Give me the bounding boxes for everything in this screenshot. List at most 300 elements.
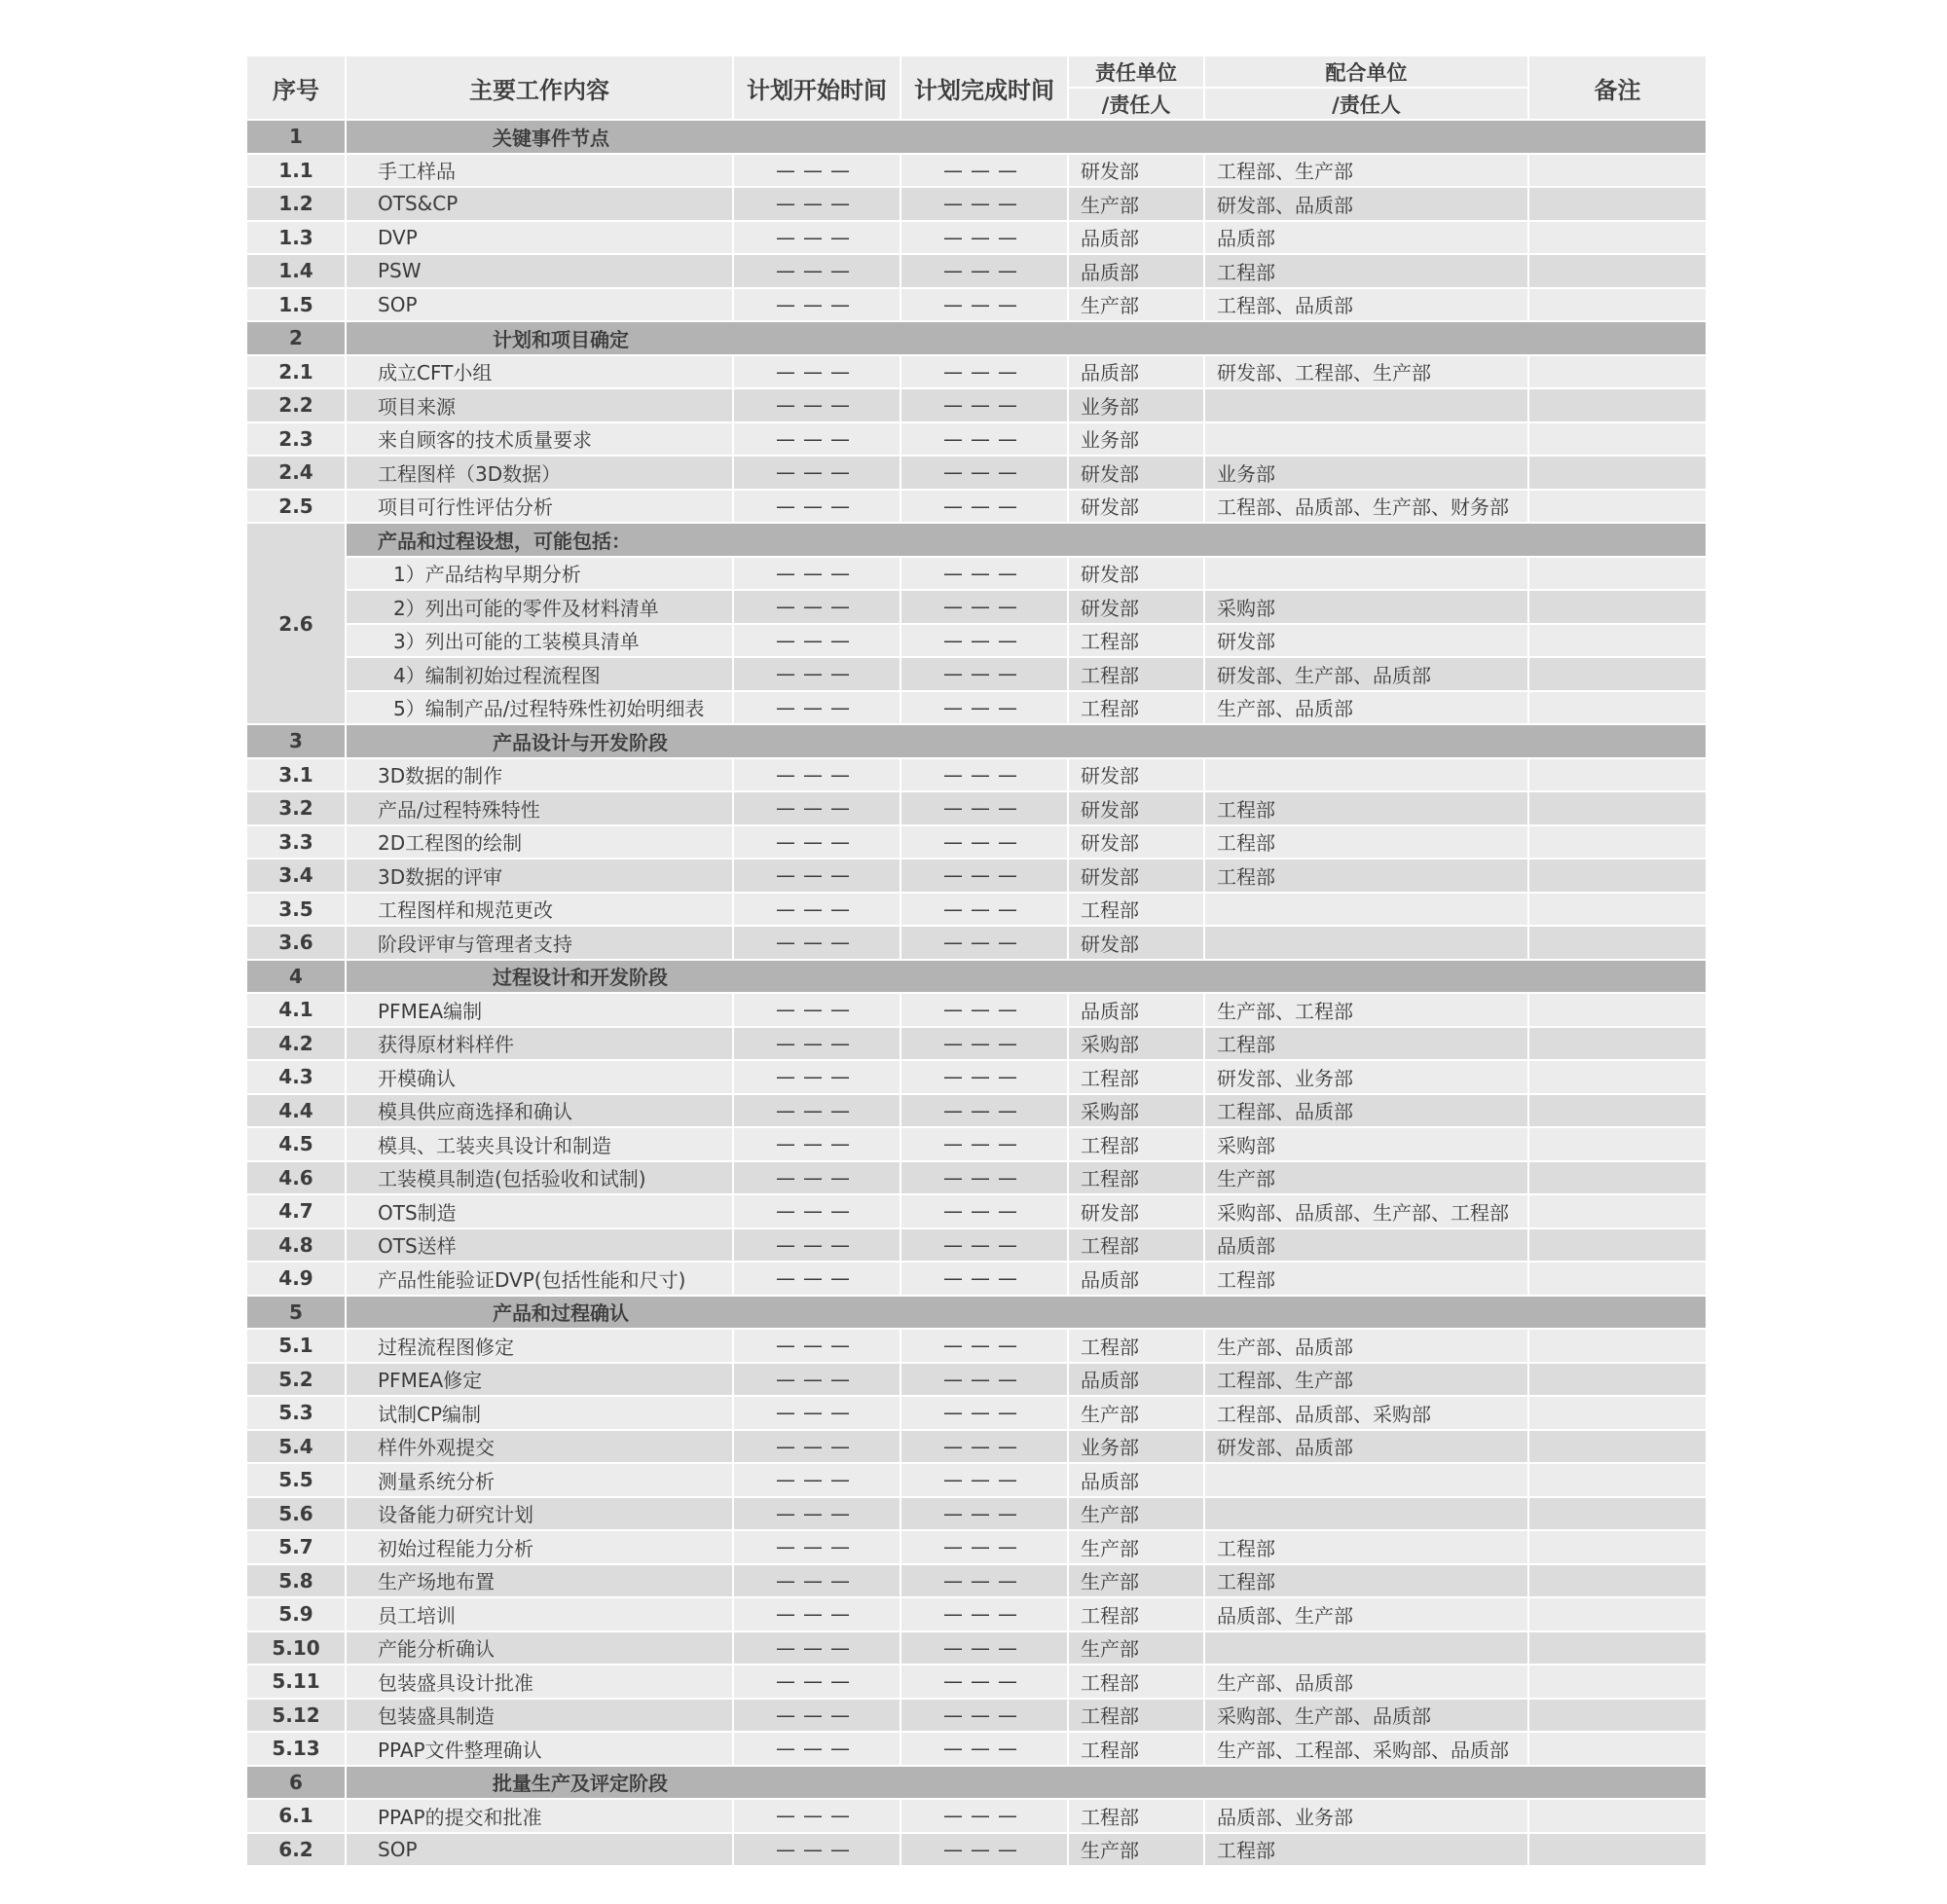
section-title: 关键事件节点 — [346, 120, 1707, 154]
cooperating-unit: 工程部、品质部 — [1204, 288, 1528, 322]
row-number: 2.2 — [246, 388, 346, 422]
plan-start-cell: ——— — [733, 221, 900, 255]
row-number: 1.5 — [246, 288, 346, 322]
remark-cell — [1528, 557, 1707, 591]
table-row — [246, 1228, 1707, 1263]
plan-start-cell: ——— — [733, 1161, 900, 1195]
section-number: 1 — [246, 120, 346, 154]
row-content: 样件外观提交 — [346, 1430, 733, 1464]
responsible-unit: 品质部 — [1068, 355, 1204, 389]
table-row — [246, 355, 1707, 389]
remark-cell — [1528, 1060, 1707, 1094]
remark-cell — [1528, 1094, 1707, 1128]
section-row — [246, 1766, 1707, 1800]
row-number: 3.3 — [246, 825, 346, 860]
table-row — [246, 456, 1707, 490]
cooperating-unit: 采购部 — [1204, 590, 1528, 624]
remark-cell — [1528, 1631, 1707, 1666]
cooperating-unit: 工程部、品质部、采购部 — [1204, 1396, 1528, 1430]
plan-start-cell: ——— — [733, 1597, 900, 1631]
cooperating-unit: 品质部、生产部 — [1204, 1597, 1528, 1631]
row-content: OTS&CP — [346, 187, 733, 221]
table-row — [246, 1631, 1707, 1666]
remark-cell — [1528, 791, 1707, 825]
table-row — [246, 1799, 1707, 1833]
table-row — [246, 1094, 1707, 1128]
row-content: 工装模具制造(包括验收和试制) — [346, 1161, 733, 1195]
row-content: PPAP文件整理确认 — [346, 1732, 733, 1766]
plan-start-cell: ——— — [733, 1665, 900, 1699]
row-content: 3D数据的制作 — [346, 758, 733, 792]
cooperating-unit: 工程部、品质部 — [1204, 1094, 1528, 1128]
remark-cell — [1528, 154, 1707, 188]
plan-start-cell: ——— — [733, 456, 900, 490]
responsible-unit: 研发部 — [1068, 490, 1204, 524]
section-number: 5 — [246, 1296, 346, 1330]
cooperating-unit: 生产部 — [1204, 1161, 1528, 1195]
row-number: 2.4 — [246, 456, 346, 490]
cooperating-unit: 生产部、工程部、采购部、品质部 — [1204, 1732, 1528, 1766]
plan-start-cell: ——— — [733, 490, 900, 524]
section-number: 3 — [246, 724, 346, 758]
header-seq: 序号 — [246, 55, 346, 120]
cooperating-unit: 生产部、品质部 — [1204, 691, 1528, 725]
table-row — [246, 1732, 1707, 1766]
remark-cell — [1528, 926, 1707, 960]
row-content: 测量系统分析 — [346, 1463, 733, 1497]
row-content: 过程流程图修定 — [346, 1329, 733, 1363]
plan-start-cell: ——— — [733, 1127, 900, 1161]
group-title: 产品和过程设想，可能包括： — [346, 523, 1707, 557]
table-row — [246, 1665, 1707, 1699]
responsible-unit: 研发部 — [1068, 859, 1204, 893]
responsible-unit: 生产部 — [1068, 1631, 1204, 1666]
row-content: 模具、工装夹具设计和制造 — [346, 1127, 733, 1161]
row-number: 3.6 — [246, 926, 346, 960]
row-content: 项目来源 — [346, 388, 733, 422]
plan-end-cell: ——— — [900, 1665, 1068, 1699]
row-content: 1）产品结构早期分析 — [346, 557, 733, 591]
plan-end-cell: ——— — [900, 1127, 1068, 1161]
plan-start-cell: ——— — [733, 1194, 900, 1228]
row-content: 阶段评审与管理者支持 — [346, 926, 733, 960]
table-row — [246, 624, 1707, 658]
responsible-unit: 工程部 — [1068, 1329, 1204, 1363]
plan-start-cell: ——— — [733, 1329, 900, 1363]
responsible-unit: 生产部 — [1068, 1530, 1204, 1564]
row-number: 4.8 — [246, 1228, 346, 1263]
section-number: 2 — [246, 321, 346, 355]
row-number: 4.4 — [246, 1094, 346, 1128]
responsible-unit: 工程部 — [1068, 1732, 1204, 1766]
plan-start-cell: ——— — [733, 1228, 900, 1263]
plan-start-cell: ——— — [733, 1799, 900, 1833]
plan-start-cell: ——— — [733, 1564, 900, 1598]
plan-end-cell: ——— — [900, 1833, 1068, 1867]
plan-start-cell: ——— — [733, 288, 900, 322]
plan-start-cell: ——— — [733, 893, 900, 927]
plan-start-cell: ——— — [733, 254, 900, 288]
cooperating-unit: 业务部 — [1204, 456, 1528, 490]
responsible-unit: 生产部 — [1068, 187, 1204, 221]
plan-start-cell: ——— — [733, 657, 900, 691]
cooperating-unit — [1204, 893, 1528, 927]
plan-start-cell: ——— — [733, 154, 900, 188]
cooperating-unit: 采购部、品质部、生产部、工程部 — [1204, 1194, 1528, 1228]
table-row — [246, 288, 1707, 322]
cooperating-unit: 工程部 — [1204, 1530, 1528, 1564]
remark-cell — [1528, 1228, 1707, 1263]
row-content: 获得原材料样件 — [346, 1027, 733, 1061]
row-number: 4.1 — [246, 993, 346, 1027]
row-content: PPAP的提交和批准 — [346, 1799, 733, 1833]
row-number: 3.4 — [246, 859, 346, 893]
plan-end-cell: ——— — [900, 1699, 1068, 1733]
row-content: 3）列出可能的工装模具清单 — [346, 624, 733, 658]
group-header-row — [246, 523, 1707, 557]
plan-start-cell: ——— — [733, 388, 900, 422]
section-number: 6 — [246, 1766, 346, 1800]
row-number: 1.4 — [246, 254, 346, 288]
plan-end-cell: ——— — [900, 1732, 1068, 1766]
cooperating-unit: 研发部、生产部、品质部 — [1204, 657, 1528, 691]
plan-start-cell: ——— — [733, 1631, 900, 1666]
section-row — [246, 724, 1707, 758]
row-number: 5.12 — [246, 1699, 346, 1733]
plan-start-cell: ——— — [733, 1262, 900, 1296]
cooperating-unit: 生产部、品质部 — [1204, 1665, 1528, 1699]
cooperating-unit — [1204, 388, 1528, 422]
table-row — [246, 1430, 1707, 1464]
responsible-unit: 生产部 — [1068, 1564, 1204, 1598]
table-row — [246, 1194, 1707, 1228]
plan-end-cell: ——— — [900, 1161, 1068, 1195]
remark-cell — [1528, 1799, 1707, 1833]
row-content: 试制CP编制 — [346, 1396, 733, 1430]
responsible-unit: 工程部 — [1068, 657, 1204, 691]
remark-cell — [1528, 221, 1707, 255]
row-number: 5.4 — [246, 1430, 346, 1464]
responsible-unit: 研发部 — [1068, 825, 1204, 860]
row-content: 3D数据的评审 — [346, 859, 733, 893]
cooperating-unit: 工程部 — [1204, 1833, 1528, 1867]
row-content: 工程图样和规范更改 — [346, 893, 733, 927]
section-title: 计划和项目确定 — [346, 321, 1707, 355]
plan-start-cell: ——— — [733, 1699, 900, 1733]
plan-start-cell: ——— — [733, 1463, 900, 1497]
row-number: 5.2 — [246, 1363, 346, 1397]
row-content: PSW — [346, 254, 733, 288]
responsible-unit: 工程部 — [1068, 1161, 1204, 1195]
plan-start-cell: ——— — [733, 993, 900, 1027]
plan-end-cell: ——— — [900, 859, 1068, 893]
plan-end-cell: ——— — [900, 1597, 1068, 1631]
row-number: 5.13 — [246, 1732, 346, 1766]
row-number: 5.11 — [246, 1665, 346, 1699]
remark-cell — [1528, 758, 1707, 792]
row-number: 5.8 — [246, 1564, 346, 1598]
plan-end-cell: ——— — [900, 1228, 1068, 1263]
remark-cell — [1528, 1396, 1707, 1430]
table-row — [246, 187, 1707, 221]
table-row — [246, 893, 1707, 927]
table-row — [246, 1127, 1707, 1161]
header-plan-end: 计划完成时间 — [900, 55, 1068, 120]
remark-cell — [1528, 1363, 1707, 1397]
plan-end-cell: ——— — [900, 624, 1068, 658]
responsible-unit: 采购部 — [1068, 1094, 1204, 1128]
plan-end-cell: ——— — [900, 1194, 1068, 1228]
row-number: 4.5 — [246, 1127, 346, 1161]
table-body — [246, 120, 1707, 1866]
table-row — [246, 557, 1707, 591]
row-content: 4）编制初始过程流程图 — [346, 657, 733, 691]
row-number: 3.1 — [246, 758, 346, 792]
plan-start-cell: ——— — [733, 791, 900, 825]
table-row — [246, 1699, 1707, 1733]
table-row — [246, 1497, 1707, 1531]
plan-end-cell: ——— — [900, 825, 1068, 860]
responsible-unit: 品质部 — [1068, 221, 1204, 255]
table-row — [246, 1329, 1707, 1363]
row-content: 工程图样（3D数据） — [346, 456, 733, 490]
row-number: 5.1 — [246, 1329, 346, 1363]
remark-cell — [1528, 422, 1707, 457]
section-row — [246, 321, 1707, 355]
remark-cell — [1528, 1699, 1707, 1733]
row-content: 生产场地布置 — [346, 1564, 733, 1598]
plan-start-cell: ——— — [733, 825, 900, 860]
cooperating-unit: 工程部 — [1204, 791, 1528, 825]
table-row — [246, 221, 1707, 255]
row-number: 1.1 — [246, 154, 346, 188]
table-row — [246, 926, 1707, 960]
plan-end-cell: ——— — [900, 926, 1068, 960]
row-number: 4.7 — [246, 1194, 346, 1228]
plan-start-cell: ——— — [733, 590, 900, 624]
section-number: 4 — [246, 960, 346, 994]
plan-start-cell: ——— — [733, 1363, 900, 1397]
plan-start-cell: ——— — [733, 1027, 900, 1061]
cooperating-unit: 工程部、品质部、生产部、财务部 — [1204, 490, 1528, 524]
row-content: 2）列出可能的零件及材料清单 — [346, 590, 733, 624]
row-number: 1.2 — [246, 187, 346, 221]
row-number: 4.6 — [246, 1161, 346, 1195]
plan-end-cell: ——— — [900, 388, 1068, 422]
cooperating-unit: 工程部 — [1204, 1564, 1528, 1598]
row-number: 4.9 — [246, 1262, 346, 1296]
remark-cell — [1528, 388, 1707, 422]
plan-end-cell: ——— — [900, 355, 1068, 389]
row-content: 包装盛具设计批准 — [346, 1665, 733, 1699]
row-content: 2D工程图的绘制 — [346, 825, 733, 860]
plan-end-cell: ——— — [900, 1329, 1068, 1363]
section-title: 批量生产及评定阶段 — [346, 1766, 1707, 1800]
responsible-unit: 工程部 — [1068, 1597, 1204, 1631]
row-content: 产品性能验证DVP(包括性能和尺寸) — [346, 1262, 733, 1296]
responsible-unit: 研发部 — [1068, 590, 1204, 624]
remark-cell — [1528, 1497, 1707, 1531]
plan-end-cell: ——— — [900, 1463, 1068, 1497]
plan-start-cell: ——— — [733, 691, 900, 725]
cooperating-unit — [1204, 1631, 1528, 1666]
row-content: 来自顾客的技术质量要求 — [346, 422, 733, 457]
plan-start-cell: ——— — [733, 758, 900, 792]
table-row — [246, 254, 1707, 288]
cooperating-unit: 工程部 — [1204, 1262, 1528, 1296]
row-number: 5.6 — [246, 1497, 346, 1531]
plan-end-cell: ——— — [900, 758, 1068, 792]
row-number: 2.5 — [246, 490, 346, 524]
remark-cell — [1528, 1161, 1707, 1195]
cooperating-unit: 研发部、品质部 — [1204, 1430, 1528, 1464]
remark-cell — [1528, 1564, 1707, 1598]
cooperating-unit: 品质部 — [1204, 1228, 1528, 1263]
remark-cell — [1528, 1430, 1707, 1464]
responsible-unit: 生产部 — [1068, 1396, 1204, 1430]
plan-end-cell: ——— — [900, 1564, 1068, 1598]
section-title: 产品设计与开发阶段 — [346, 724, 1707, 758]
row-content: 项目可行性评估分析 — [346, 490, 733, 524]
plan-start-cell: ——— — [733, 624, 900, 658]
cooperating-unit: 采购部、生产部、品质部 — [1204, 1699, 1528, 1733]
remark-cell — [1528, 1463, 1707, 1497]
row-content: 手工样品 — [346, 154, 733, 188]
responsible-unit: 业务部 — [1068, 388, 1204, 422]
row-content: 模具供应商选择和确认 — [346, 1094, 733, 1128]
plan-end-cell: ——— — [900, 691, 1068, 725]
remark-cell — [1528, 590, 1707, 624]
row-number: 6.2 — [246, 1833, 346, 1867]
cooperating-unit: 品质部、业务部 — [1204, 1799, 1528, 1833]
remark-cell — [1528, 187, 1707, 221]
plan-start-cell: ——— — [733, 1732, 900, 1766]
remark-cell — [1528, 1833, 1707, 1867]
table-row — [246, 1363, 1707, 1397]
plan-start-cell: ——— — [733, 355, 900, 389]
table-row — [246, 1833, 1707, 1867]
plan-end-cell: ——— — [900, 1631, 1068, 1666]
responsible-unit: 研发部 — [1068, 758, 1204, 792]
plan-end-cell: ——— — [900, 254, 1068, 288]
plan-end-cell: ——— — [900, 557, 1068, 591]
plan-start-cell: ——— — [733, 1530, 900, 1564]
responsible-unit: 品质部 — [1068, 1262, 1204, 1296]
cooperating-unit — [1204, 758, 1528, 792]
table-row — [246, 993, 1707, 1027]
plan-end-cell: ——— — [900, 1262, 1068, 1296]
table-row — [246, 1463, 1707, 1497]
cooperating-unit: 工程部 — [1204, 1027, 1528, 1061]
remark-cell — [1528, 691, 1707, 725]
plan-end-cell: ——— — [900, 490, 1068, 524]
header-plan-start: 计划开始时间 — [733, 55, 900, 120]
plan-start-cell: ——— — [733, 926, 900, 960]
plan-end-cell: ——— — [900, 288, 1068, 322]
remark-cell — [1528, 993, 1707, 1027]
section-title: 过程设计和开发阶段 — [346, 960, 1707, 994]
responsible-unit: 生产部 — [1068, 1833, 1204, 1867]
plan-end-cell: ——— — [900, 187, 1068, 221]
responsible-unit: 研发部 — [1068, 1194, 1204, 1228]
plan-start-cell: ——— — [733, 422, 900, 457]
remark-cell — [1528, 1597, 1707, 1631]
responsible-unit: 工程部 — [1068, 1060, 1204, 1094]
cooperating-unit: 研发部、业务部 — [1204, 1060, 1528, 1094]
project-plan-table — [245, 55, 1708, 1867]
cooperating-unit: 工程部 — [1204, 825, 1528, 860]
row-content: PFMEA编制 — [346, 993, 733, 1027]
remark-cell — [1528, 859, 1707, 893]
plan-end-cell: ——— — [900, 1094, 1068, 1128]
row-content: 初始过程能力分析 — [346, 1530, 733, 1564]
row-number: 4.3 — [246, 1060, 346, 1094]
remark-cell — [1528, 825, 1707, 860]
remark-cell — [1528, 624, 1707, 658]
plan-end-cell: ——— — [900, 791, 1068, 825]
row-content: 5）编制产品/过程特殊性初始明细表 — [346, 691, 733, 725]
row-number: 2.1 — [246, 355, 346, 389]
cooperating-unit — [1204, 1463, 1528, 1497]
section-title: 产品和过程确认 — [346, 1296, 1707, 1330]
remark-cell — [1528, 1665, 1707, 1699]
section-row — [246, 960, 1707, 994]
plan-end-cell: ——— — [900, 1060, 1068, 1094]
plan-end-cell: ——— — [900, 1363, 1068, 1397]
responsible-unit: 工程部 — [1068, 1127, 1204, 1161]
responsible-unit: 研发部 — [1068, 154, 1204, 188]
table-row — [246, 1597, 1707, 1631]
cooperating-unit: 工程部、生产部 — [1204, 1363, 1528, 1397]
plan-end-cell: ——— — [900, 221, 1068, 255]
table-row — [246, 1262, 1707, 1296]
cooperating-unit — [1204, 926, 1528, 960]
row-content: 产能分析确认 — [346, 1631, 733, 1666]
row-number: 4.2 — [246, 1027, 346, 1061]
plan-start-cell: ——— — [733, 557, 900, 591]
row-number: 2.3 — [246, 422, 346, 457]
plan-start-cell: ——— — [733, 1430, 900, 1464]
cooperating-unit: 研发部、工程部、生产部 — [1204, 355, 1528, 389]
header-resp-line2: /责任人 — [1068, 88, 1204, 120]
row-content: PFMEA修定 — [346, 1363, 733, 1397]
cooperating-unit: 研发部 — [1204, 624, 1528, 658]
cooperating-unit: 生产部、工程部 — [1204, 993, 1528, 1027]
remark-cell — [1528, 490, 1707, 524]
plan-end-cell: ——— — [900, 893, 1068, 927]
remark-cell — [1528, 254, 1707, 288]
responsible-unit: 品质部 — [1068, 1463, 1204, 1497]
table-row — [246, 388, 1707, 422]
row-number: 3.5 — [246, 893, 346, 927]
project-plan-sheet — [245, 55, 1706, 1867]
cooperating-unit — [1204, 1497, 1528, 1531]
plan-end-cell: ——— — [900, 1799, 1068, 1833]
responsible-unit: 研发部 — [1068, 456, 1204, 490]
table-row — [246, 490, 1707, 524]
header-coop-line1: 配合单位 — [1204, 55, 1528, 88]
plan-end-cell: ——— — [900, 1530, 1068, 1564]
remark-cell — [1528, 1530, 1707, 1564]
header-content: 主要工作内容 — [346, 55, 733, 120]
cooperating-unit: 工程部、生产部 — [1204, 154, 1528, 188]
row-number: 5.10 — [246, 1631, 346, 1666]
remark-cell — [1528, 893, 1707, 927]
responsible-unit: 品质部 — [1068, 254, 1204, 288]
row-content: 产品/过程特殊特性 — [346, 791, 733, 825]
plan-start-cell: ——— — [733, 1060, 900, 1094]
table-row — [246, 859, 1707, 893]
